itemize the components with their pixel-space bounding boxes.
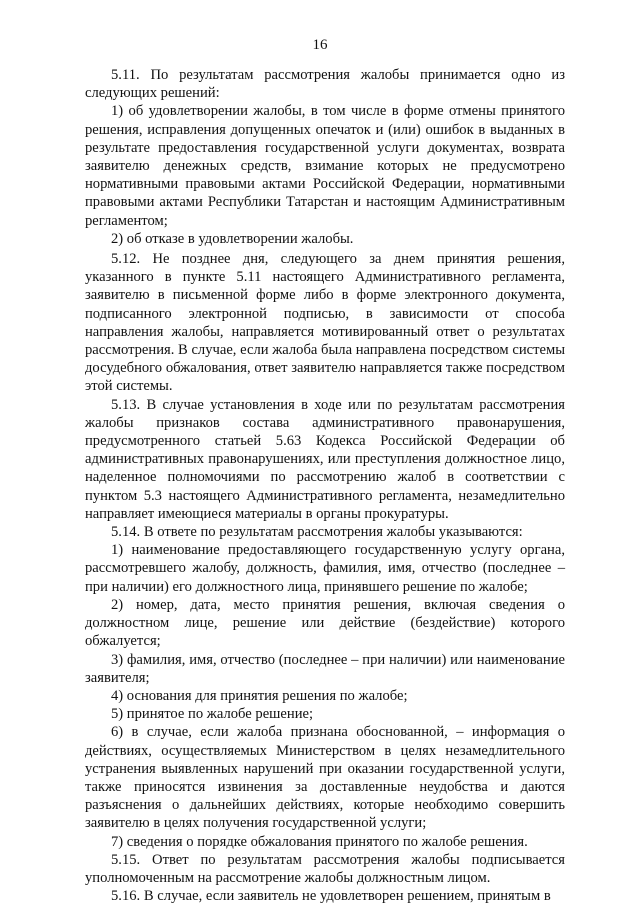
paragraph-5-11-item-2: 2) об отказе в удовлетворении жалобы.: [111, 230, 354, 247]
paragraph-5-15: 5.15. Ответ по результатам рассмотрения жалобы подписывается уполномоченным на рассмотрение жалобы должностным лицом.: [85, 851, 565, 886]
paragraph-5-14-item-6: 6) в случае, если жалоба признана обоснованной, – информация о действиях, осуществляемых Министерством в целях незамедлительного устранения выявленных нарушений при оказании государственной услуги, также приносятся извинения за доставленные неудобства и даются разъяснения о дальнейших действиях, которые необходимо совершить заявителю в целях получения государственной услуги;: [85, 724, 565, 832]
paragraph-5-14-item-5: 5) принятое по жалобе решение;: [111, 706, 314, 723]
paragraph-5-14-item-1: 1) наименование предоставляющего государственную услугу органа, рассмотревшего жалобу, должность, фамилия, имя, отчество (последнее – при наличии) его должностного лица, принявшего решение по жалобе;: [85, 542, 565, 595]
paragraph-5-14-item-2: 2) номер, дата, место принятия решения, включая сведения о должностном лице, решение или действие (бездействие) которого обжалуется;: [85, 596, 565, 650]
paragraph-5-12: 5.12. Не позднее дня, следующего за днем принятия решения, указанного в пункте 5.11 настоящего Административного регламента, заявителю в письменной форме либо в форме электронного документа, подписанного электронной подписью, в зависимости от способа направления жалобы, направляется мотивированный ответ о результатах рассмотрения. В случае, если жалоба была направлена посредством системы досудебного обжалования, ответ заявителю направляется также посредством этой системы.: [85, 251, 565, 395]
paragraph-5-14: 5.14. В ответе по результатам рассмотрения жалобы указываются:: [111, 524, 523, 541]
paragraph-5-13: 5.13. В случае установления в ходе или по результатам рассмотрения жалобы признаков состава административного правонарушения, предусмотренного статьей 5.63 Кодекса Российской Федерации об административных правонарушениях, или преступления должностное лицо, наделенное полномочиями по рассмотрению жалоб в соответствии с пунктом 5.3 настоящего Административного регламента, незамедлительно направляет имеющиеся материалы в органы прокуратуры.: [85, 396, 565, 522]
paragraph-5-14-item-3: 3) фамилия, имя, отчество (последнее – при наличии) или наименование заявителя;: [85, 651, 565, 686]
paragraph-5-11-item-1: 1) об удовлетворении жалобы, в том числе в форме отмены принятого решения, исправления допущенных опечаток и (или) ошибок в выданных в результате предоставления государственной услуги документах, возврата заявителю денежных средств, взимание которых не предусмотрено нормативными правовыми актами Российской Федерации, нормативными правовыми актами Республики Татарстан и настоящим Административным регламентом;: [85, 103, 565, 229]
paragraph-5-14-item-4: 4) основания для принятия решения по жалобе;: [111, 687, 408, 704]
page-number: 16: [312, 37, 328, 53]
paragraph-5-16: 5.16. В случае, если заявитель не удовлетворен решением, принятым в: [111, 888, 551, 905]
document-body: [85, 66, 565, 905]
paragraph-5-11: 5.11. По результатам рассмотрения жалобы принимается одно из следующих решений:: [85, 67, 565, 102]
paragraph-5-14-item-7: 7) сведения о порядке обжалования принятого по жалобе решения.: [111, 833, 528, 850]
